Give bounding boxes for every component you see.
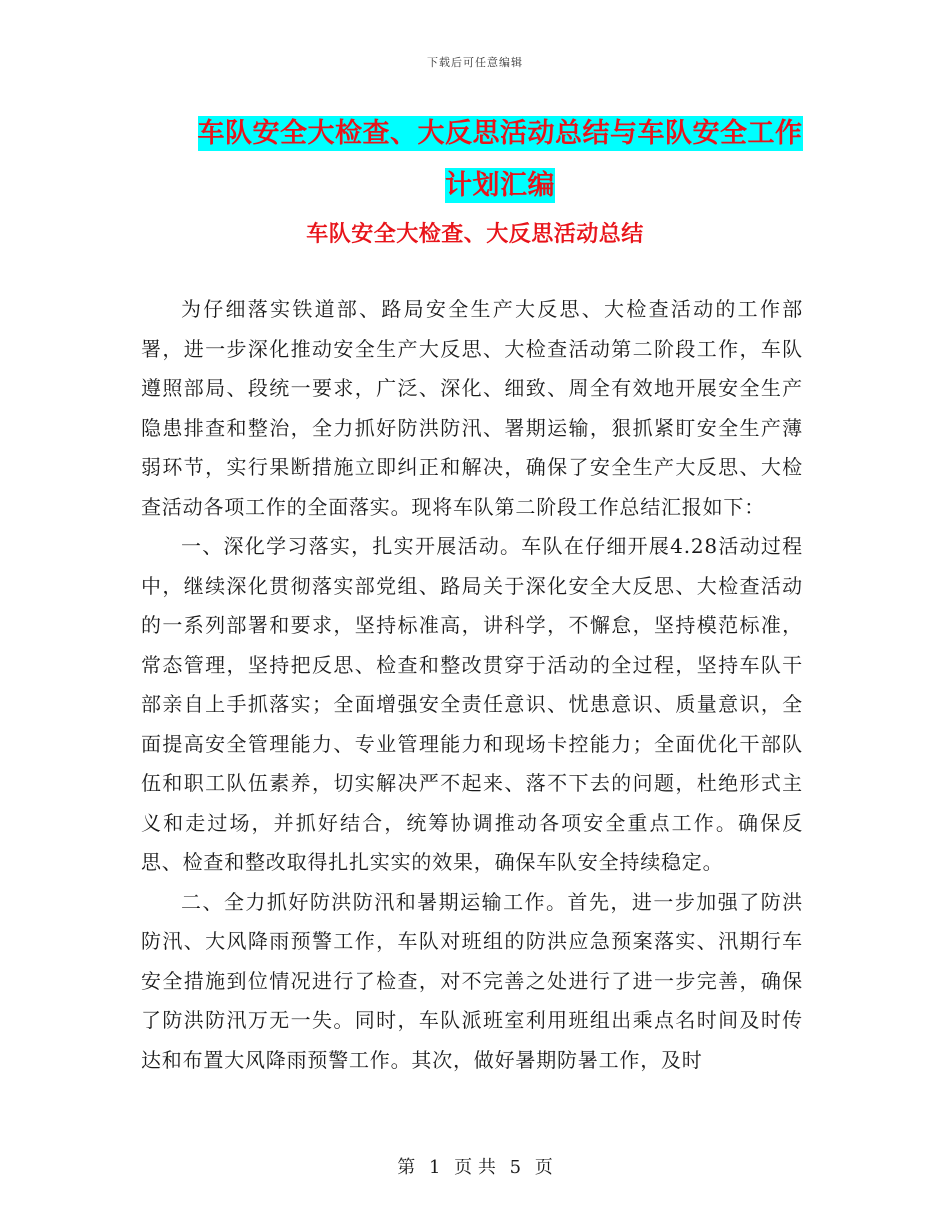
page-footer <box>0 1153 950 1179</box>
body-text <box>141 290 803 1080</box>
paragraph-1: 为仔细落实铁道部、路局安全生产大反思、大检查活动的工作部署，进一步深化推动安全生产大反思、大检查活动第二阶段工作，车队遵照部局、段统一要求，广泛、深化、细致、周全有效地开展安全生产隐患排查和整治，全力抓好防洪防汛、署期运输，狠抓紧盯安全生产薄弱环节，实行果断措施立即纠正和解决，确保了安全生产大反思、大检查活动各项工作的全面落实。现将车队第二阶段工作总结汇报如下： <box>141 297 803 519</box>
section-title: 车队安全大检查、大反思活动总结 <box>306 221 644 247</box>
footer-total-pages: 5 <box>509 1157 522 1178</box>
paragraph-3: 二、全力抓好防洪防汛和暑期运输工作。首先，进一步加强了防洪防汛、大风降雨预警工作，车队对班组的防洪应急预案落实、汛期行车安全措施到位情况进行了检查，对不完善之处进行了进一步完善，确保了防洪防汛万无一失。同时，车队派班室利用班组出乘点名时间及时传达和布置大风降雨预警工作。其次，做好暑期防暑工作，及时 <box>141 889 803 1072</box>
header-note: 下载后可任意编辑 <box>427 56 523 69</box>
main-title-text: 车队安全大检查、大反思活动总结与车队安全工作计划汇编 <box>197 118 803 201</box>
footer-suffix: 页 <box>534 1157 553 1178</box>
paragraph-2: 一、深化学习落实，扎实开展活动。车队在仔细开展4.28活动过程中，继续深化贯彻落实部党组、路局关于深化安全大反思、大检查活动的一系列部署和要求，坚持标准高，讲科学，不懈怠，坚持模范标准，常态管理，坚持把反思、检查和整改贯穿于活动的全过程，坚持车队干部亲自上手抓落实；全面增强安全责任意识、忧患意识、质量意识，全面提高安全管理能力、专业管理能力和现场卡控能力；全面优化干部队伍和职工队伍素养，切实解决严不起来、落不下去的问题，杜绝形式主义和走过场，并抓好结合，统筹协调推动各项安全重点工作。确保反思、检查和整改取得扎扎实实的效果，确保车队安全持续稳定。 <box>141 534 803 874</box>
footer-prefix: 第 <box>397 1157 416 1178</box>
footer-mid: 页 共 <box>454 1157 496 1178</box>
main-title <box>190 108 810 212</box>
footer-page-number: 1 <box>428 1157 441 1178</box>
